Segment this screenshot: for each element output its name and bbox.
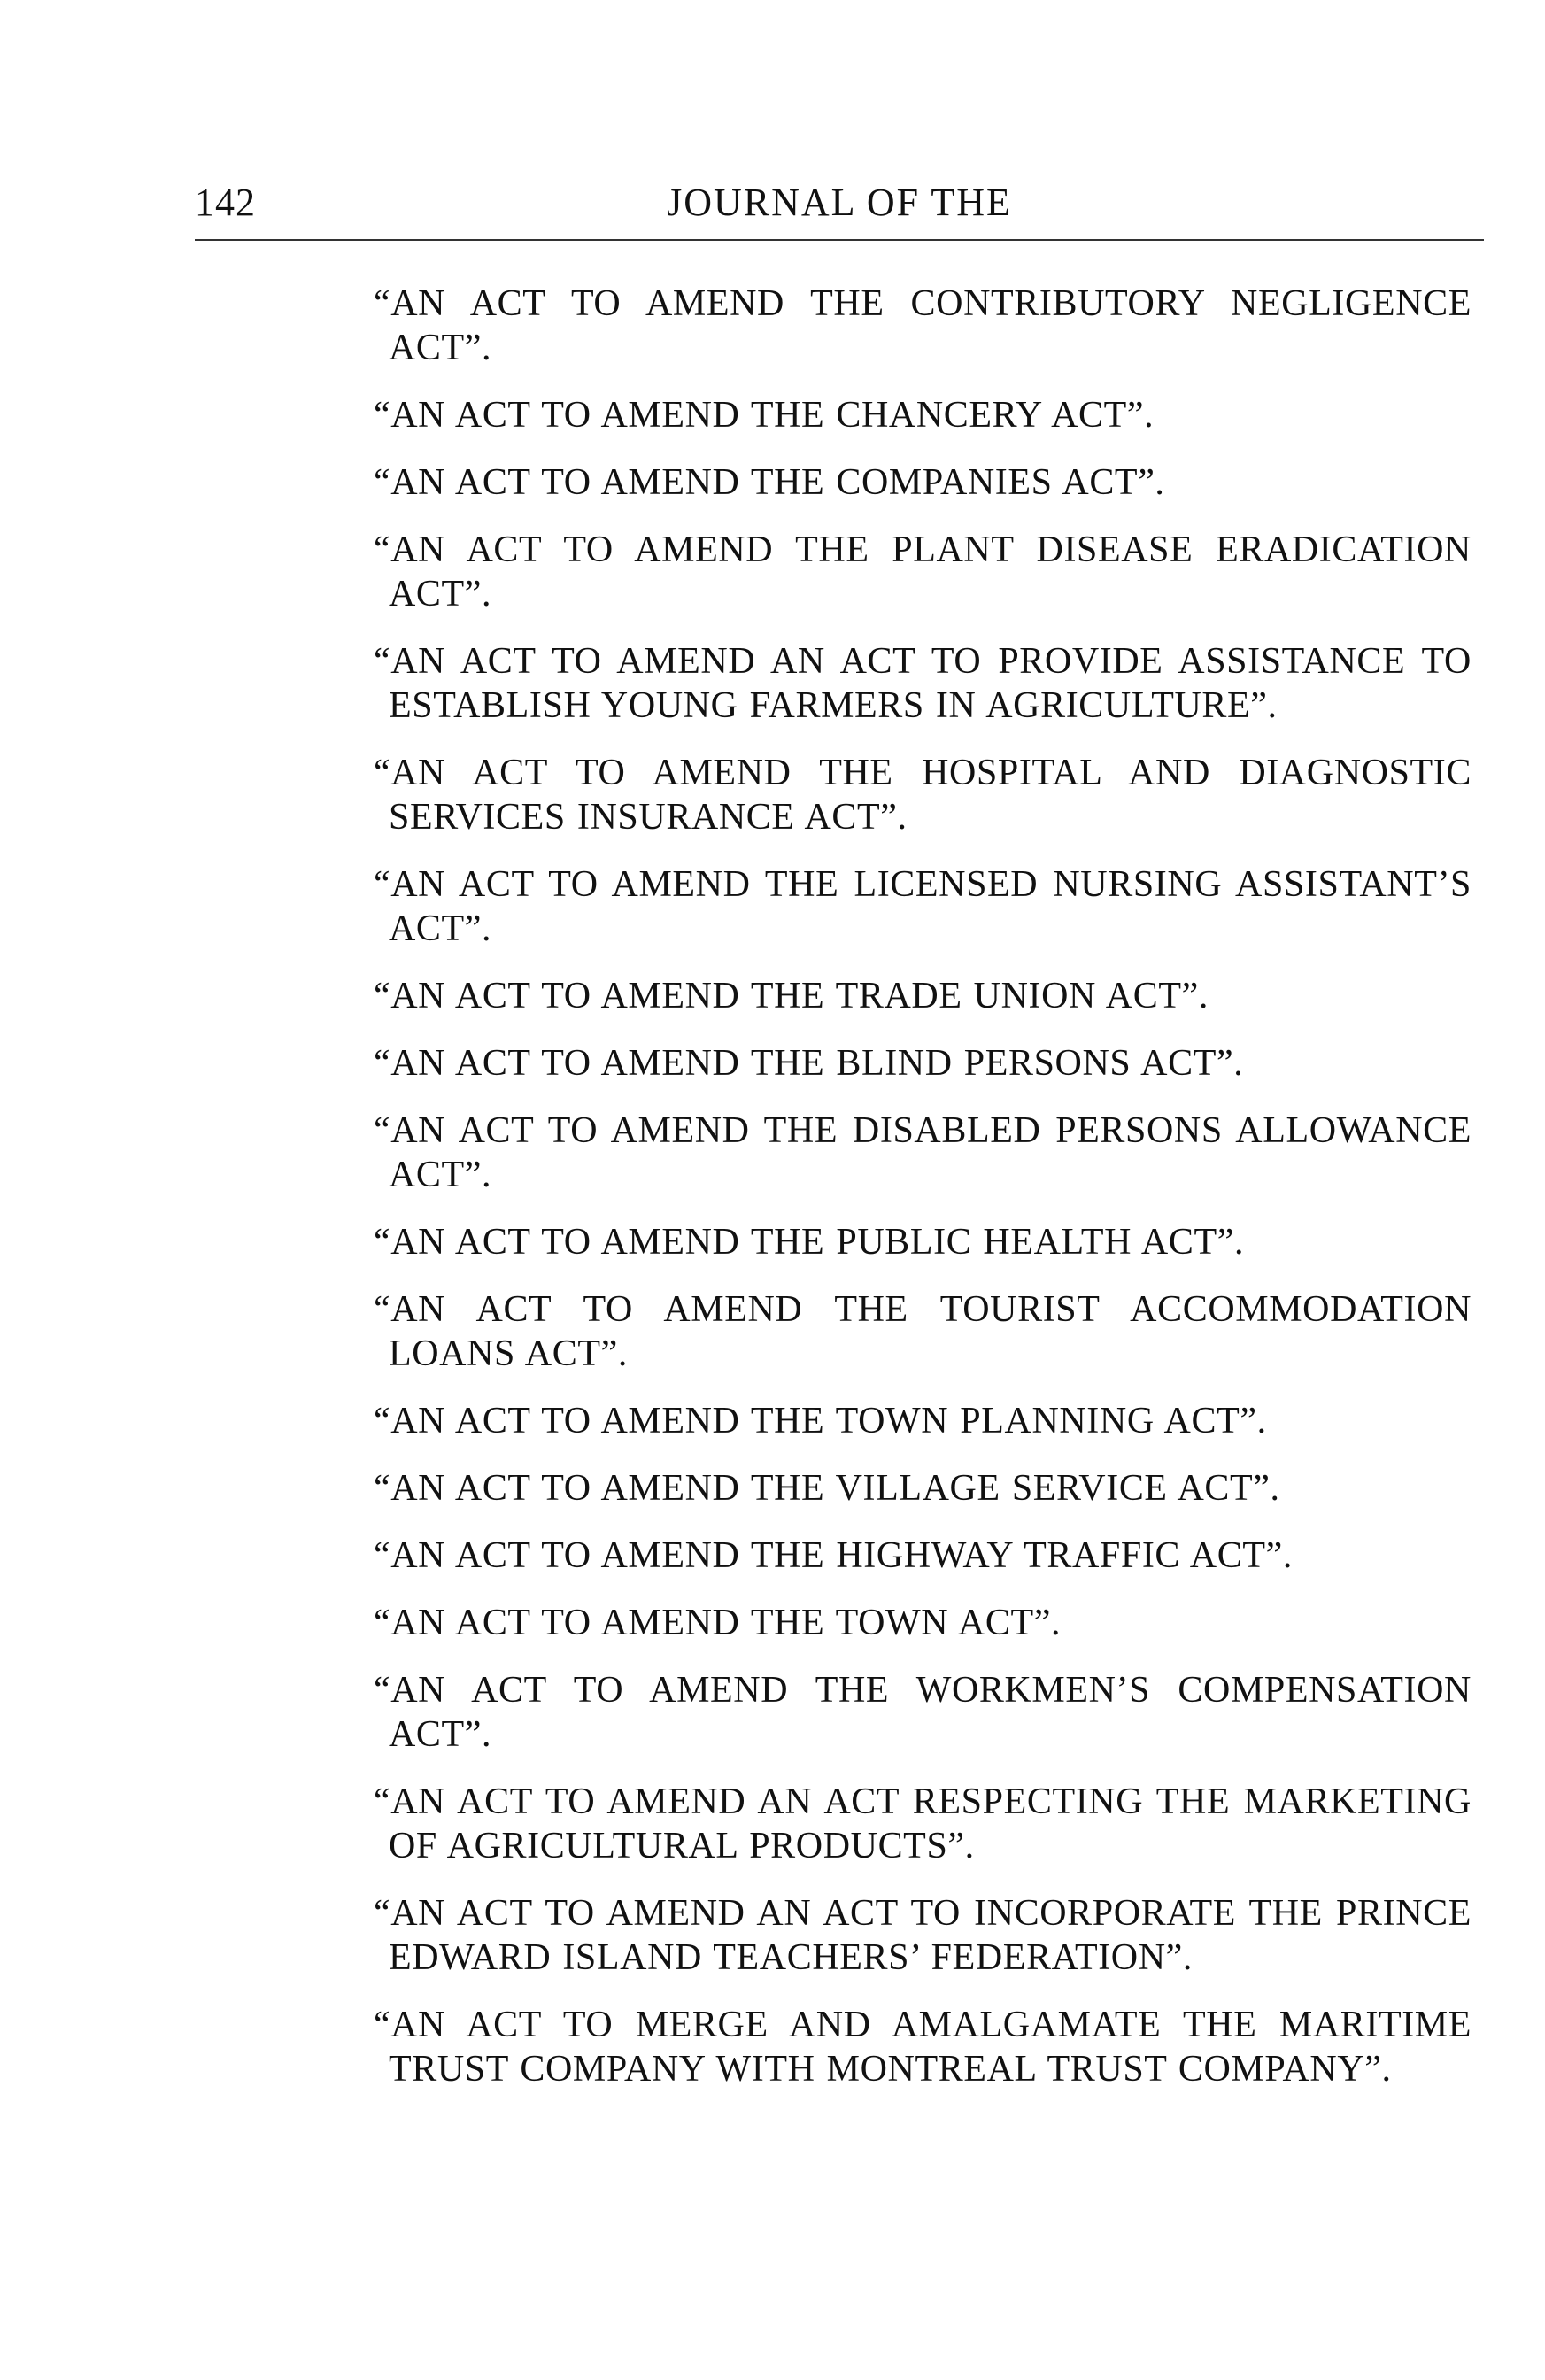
act-title: “AN ACT TO AMEND THE HOSPITAL AND DIAGNOSTIC SERVICES INSURANCE ACT”. [374,753,1472,838]
act-title: “AN ACT TO AMEND THE TRADE UNION ACT”. [374,976,1209,1016]
act-title: “AN ACT TO AMEND THE TOURIST ACCOMMODATION LOANS ACT”. [374,1289,1472,1374]
act-title: “AN ACT TO AMEND THE HIGHWAY TRAFFIC ACT”. [374,1535,1293,1576]
act-title: “AN ACT TO AMEND THE COMPANIES ACT”. [374,462,1165,503]
act-title: “AN ACT TO AMEND AN ACT TO INCORPORATE THE PRINCE EDWARD ISLAND TEACHERS’ FEDERATION”. [374,1893,1472,1978]
act-title: “AN ACT TO AMEND AN ACT RESPECTING THE MARKETING OF AGRICULTURAL PRODUCTS”. [374,1781,1472,1866]
act-title: “AN ACT TO AMEND THE DISABLED PERSONS ALLOWANCE ACT”. [374,1110,1472,1195]
header-rule [195,239,1484,241]
act-title: “AN ACT TO AMEND THE LICENSED NURSING ASSISTANT’S ACT”. [374,864,1472,949]
act-title: “AN ACT TO AMEND THE CONTRIBUTORY NEGLIGENCE ACT”. [374,283,1472,368]
act-title: “AN ACT TO AMEND THE PUBLIC HEALTH ACT”. [374,1222,1245,1263]
act-list [374,282,1472,2114]
page-number: 142 [195,181,256,224]
act-title: “AN ACT TO AMEND THE WORKMEN’S COMPENSATION ACT”. [374,1670,1472,1755]
page-header [195,175,1484,230]
act-title: “AN ACT TO AMEND THE TOWN PLANNING ACT”. [374,1401,1267,1441]
act-title: “AN ACT TO AMEND THE VILLAGE SERVICE ACT”. [374,1468,1280,1509]
running-title: JOURNAL OF THE [667,181,1012,224]
act-title: “AN ACT TO AMEND AN ACT TO PROVIDE ASSISTANCE TO ESTABLISH YOUNG FARMERS IN AGRICULTURE”. [374,641,1472,726]
act-title: “AN ACT TO AMEND THE CHANCERY ACT”. [374,395,1155,436]
act-title: “AN ACT TO MERGE AND AMALGAMATE THE MARITIME TRUST COMPANY WITH MONTREAL TRUST COMPANY”. [374,2005,1472,2090]
act-title: “AN ACT TO AMEND THE TOWN ACT”. [374,1603,1062,1643]
act-title: “AN ACT TO AMEND THE BLIND PERSONS ACT”. [374,1043,1244,1084]
act-title: “AN ACT TO AMEND THE PLANT DISEASE ERADICATION ACT”. [374,529,1472,614]
